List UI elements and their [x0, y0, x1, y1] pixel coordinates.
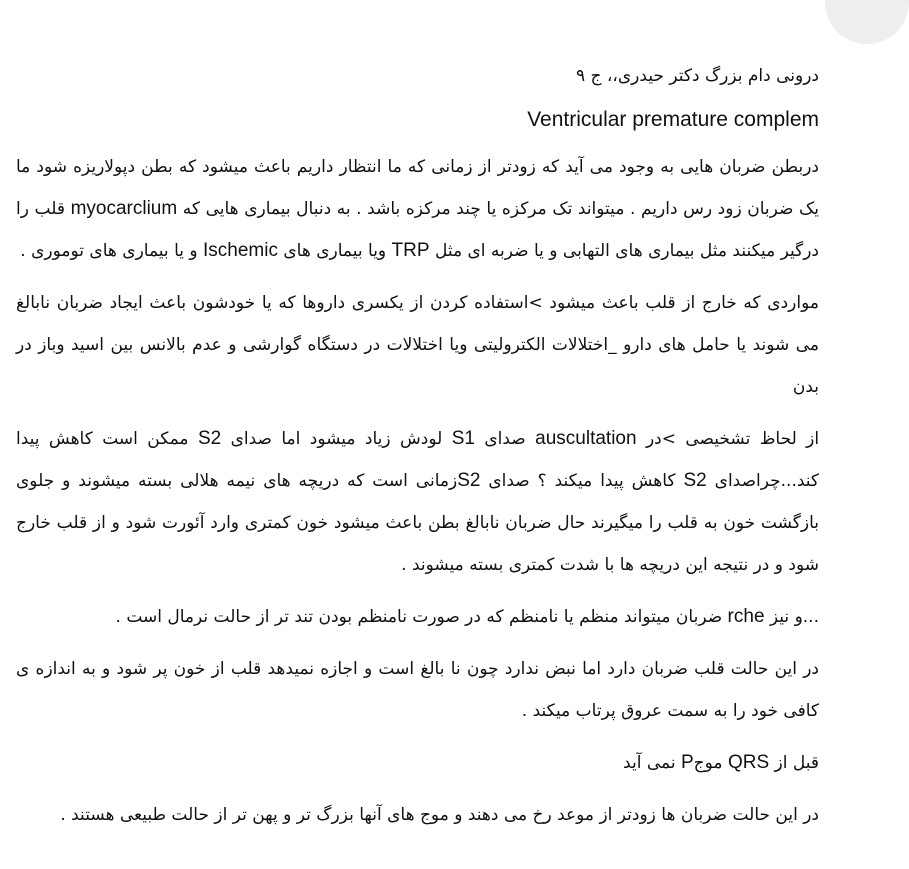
- cutoff-line: در این حالت ضربان ها زودتر از موعد رخ می دهند و موج های آنها بزرگ تر و پهن تر از حالت طبیعی هستند .: [60, 805, 819, 825]
- document-header: درونی دام بزرگ دکتر حیدری،، ج ۹: [575, 66, 819, 86]
- paragraph-3-text-2: صدای: [484, 429, 526, 449]
- paragraph-5-text-1: در این حالت قلب ضربان دارد اما نبض ندارد چون نا بالغ است و اجازه نمیدهد قلب از خون پر شود و به اندازه ی کافی خود را به سمت عروق پرتاب میکند .: [16, 659, 819, 721]
- paragraph-3-term-4: S2: [683, 470, 707, 491]
- paragraph-3-text-4: ممکن است کاهش پیدا کند...چراصدای: [16, 429, 819, 491]
- paragraph-1: [16, 146, 819, 272]
- paragraph-4-text-1: ...و نیز: [769, 607, 819, 627]
- paragraph-3-term-2: S1: [451, 428, 475, 449]
- paragraph-1-term-3: Ischemic: [203, 240, 278, 261]
- paragraph-6-text-3: نمی آید: [623, 753, 676, 773]
- paragraph-1-term-2: TRP: [391, 240, 430, 261]
- paragraph-6-text-2: موج: [693, 753, 723, 773]
- paragraph-1-text-3: ویا بیماری های: [283, 241, 387, 261]
- paragraph-4-term-1: rche: [727, 606, 765, 627]
- paragraph-1-text-2: قلب را درگیر میکنند مثل بیماری های التهابی و یا ضربه ای مثل: [16, 199, 819, 261]
- paragraph-1-term-1: myocarclium: [70, 198, 178, 219]
- paragraph-2: [16, 282, 819, 408]
- page-corner-shape: [825, 0, 909, 44]
- paragraph-6-term-1: QRS: [727, 752, 770, 773]
- paragraph-3-term-1: auscultation: [535, 428, 637, 449]
- paragraph-1-text-4: و یا بیماری های توموری .: [20, 241, 198, 261]
- paragraph-3: [16, 418, 819, 586]
- paragraph-3-text-6: زمانی است که دریچه های نیمه هلالی بسته میشوند و جلوی بازگشت خون به قلب را میگیرند حال ضربان نابالغ بطن باعث میشود خون کمتری وارد آئورت شود و از قلب خارج شود و در نتیجه این دریچه ها با شدت کمتری بسته میشوند .: [16, 471, 819, 575]
- paragraph-3-term-3: S2: [197, 428, 222, 449]
- paragraph-3-term-5: S2: [457, 470, 481, 491]
- paragraph-1-text-1: دربطن ضربان هایی به وجود می آید که زودتر از زمانی که ما انتظار داریم باعث میشود که بطن دپولاریزه شود ما یک ضربان زود رس داریم . میتواند تک مرکزه یا چند مرکزه باشد . به دنبال بیماری هایی که: [16, 157, 819, 219]
- document-title: [16, 100, 819, 140]
- paragraph-4-text-2: ضربان میتواند منظم یا نامنظم که در صورت نامنظم بودن تند تر از حالت نرمال است .: [115, 607, 723, 627]
- paragraph-5: [16, 648, 819, 732]
- paragraph-3-text-1: از لحاظ تشخیصی >در: [645, 429, 820, 449]
- paragraph-6-term-2: P: [680, 752, 694, 773]
- paragraph-3-text-3: لودش زیاد میشود اما صدای: [230, 429, 443, 449]
- paragraph-3-text-5: کاهش پیدا میکند ؟ صدای: [488, 471, 676, 491]
- document-title-text: Ventricular premature complem: [527, 108, 819, 131]
- paragraph-6-text-1: قبل از: [774, 753, 819, 773]
- document-page: [16, 56, 820, 825]
- paragraph-6: [16, 742, 819, 784]
- paragraph-2-text-1: مواردی که خارج از قلب باعث میشود >استفاده کردن از یکسری داروها که یا خودشون باعث ایجاد ضربان نابالغ می شوند یا حامل های دارو _اختلالات الکترولیتی ویا اختلالات در دستگاه گوارشی و عدم بالانس بین اسید وباز در بدن: [16, 293, 819, 397]
- paragraph-4: [16, 596, 819, 638]
